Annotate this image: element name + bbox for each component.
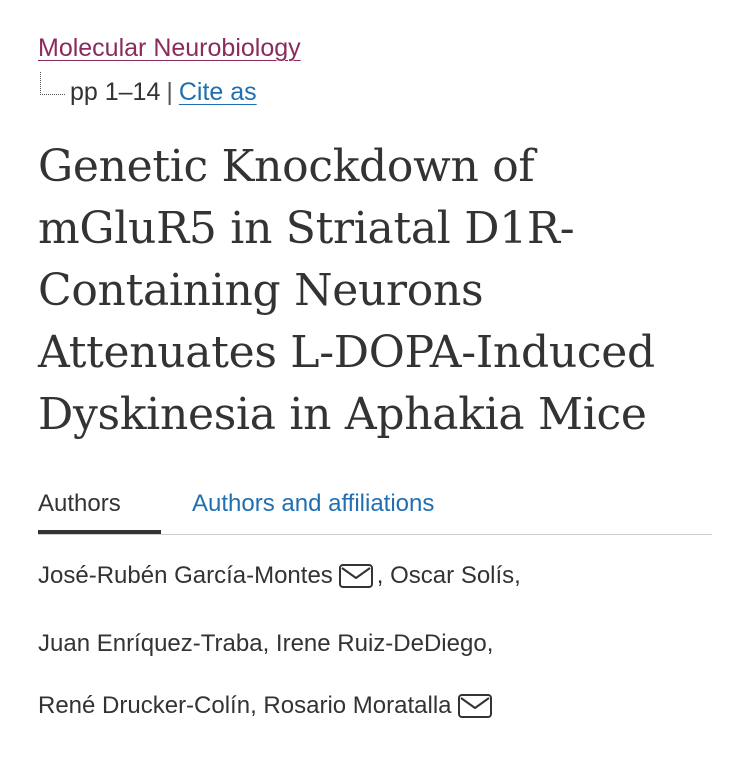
article-meta-row	[70, 78, 257, 107]
title-line: mGluR5 in Striatal D1R-	[38, 203, 575, 254]
author-name: Juan Enríquez-Traba	[38, 630, 263, 657]
title-line: Containing Neurons	[38, 265, 484, 316]
author-tabs	[38, 480, 712, 535]
author-name: José-Rubén García-Montes	[38, 562, 333, 589]
author-name: Irene Ruiz-DeDiego	[275, 630, 487, 657]
title-line: Genetic Knockdown of	[38, 141, 535, 192]
tab-authors[interactable]: Authors	[38, 490, 121, 517]
author-line	[38, 630, 493, 658]
journal-link[interactable]: Molecular Neurobiology	[38, 34, 301, 62]
page-range: pp 1–14	[70, 78, 161, 106]
cite-as-link[interactable]: Cite as	[178, 78, 257, 106]
author-line	[38, 692, 496, 720]
envelope-icon[interactable]	[339, 564, 373, 588]
tab-authors-and-affiliations[interactable]: Authors and affiliations	[192, 490, 435, 517]
author-separator: ,	[486, 630, 494, 657]
author-name: Oscar Solís	[390, 562, 515, 589]
active-tab-indicator	[38, 530, 161, 534]
author-name: Rosario Moratalla	[263, 692, 452, 719]
title-line: Dyskinesia in Aphakia Mice	[38, 389, 647, 440]
author-separator: ,	[376, 562, 391, 589]
article-title	[38, 136, 718, 446]
author-separator: ,	[250, 692, 264, 719]
title-line: Attenuates L-DOPA-Induced	[38, 327, 655, 378]
author-line	[38, 562, 521, 590]
author-separator: ,	[262, 630, 276, 657]
author-separator: ,	[514, 562, 521, 589]
tree-connector	[40, 72, 65, 95]
envelope-icon[interactable]	[458, 694, 492, 718]
meta-separator: |	[166, 78, 173, 106]
author-name: René Drucker-Colín	[38, 692, 251, 719]
